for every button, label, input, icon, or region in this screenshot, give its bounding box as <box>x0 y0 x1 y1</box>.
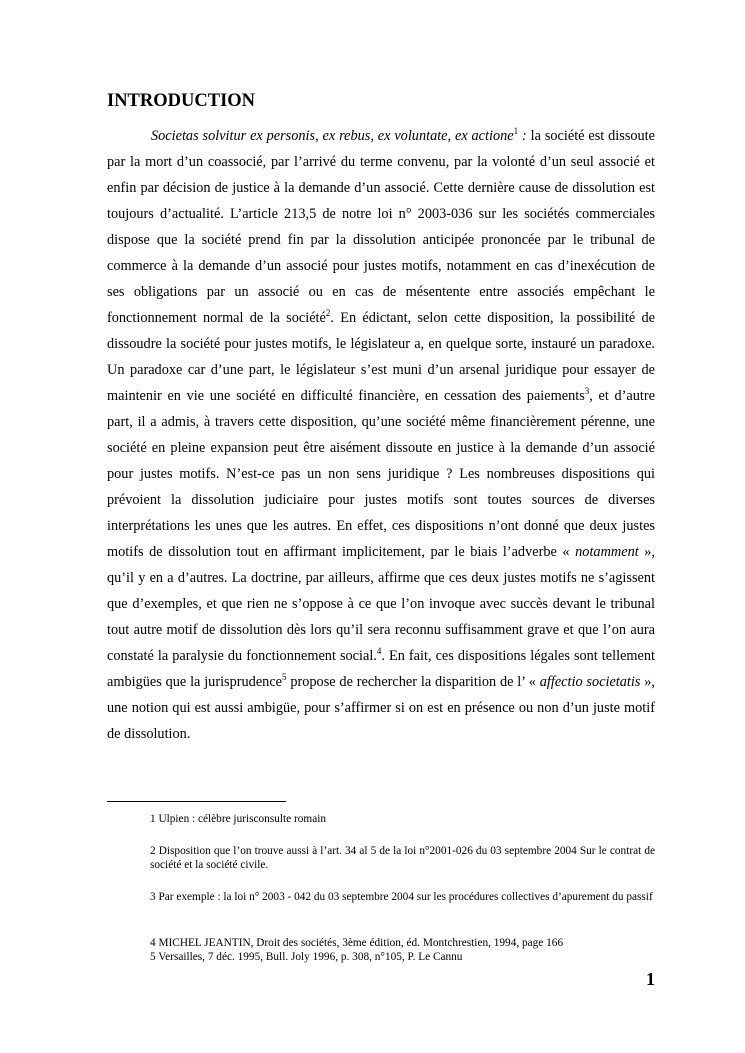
footnote-1: 1 Ulpien : célèbre jurisconsulte romain <box>150 813 326 825</box>
body-paragraph <box>107 123 655 747</box>
paragraph-text: . En édictant, selon cette disposition, la possibilité de dissoudre la société pour justes motifs, le législateur a, en quelque sorte, instauré un paradoxe. Un paradoxe car d’une part, le législateur s’est muni d’un arsenal juridique pour essayer de maintenir en vie une société en difficulté financière, en cessation des paiements <box>107 310 655 404</box>
footnote-3: 3 Par exemple : la loi n° 2003 - 042 du 03 septembre 2004 sur les procédures collectives d’apurement du passif <box>150 891 653 903</box>
footnote-5: 5 Versailles, 7 déc. 1995, Bull. Joly 1996, p. 308, n°105, P. Le Cannu <box>150 951 463 963</box>
footnote-ref: 5 <box>282 672 287 683</box>
page-number: 1 <box>646 969 655 989</box>
italic-text: notamment <box>575 544 639 560</box>
footnote-2: 2 Disposition que l’on trouve aussi à l’art. 34 al 5 de la loi n°2001-026 du 03 septembre 2004 Sur le contrat de société et la société civile. <box>150 845 655 871</box>
footnote-4: 4 MICHEL JEANTIN, Droit des sociétés, 3ème édition, éd. Montchrestien, 1994, page 166 <box>150 937 564 949</box>
paragraph-text: », qu’il y en a d’autres. La doctrine, par ailleurs, affirme que ces deux justes motifs ne s’agissent que d’exemples, et que rien ne s’oppose à ce que l’on invoque avec succès devant le tribunal tout autre motif de dissolution dès lors qu’il sera reconnu suffisamment grave et que l’on aura constaté la paralysie du fonctionnement social. <box>107 544 656 664</box>
footnote-ref: 1 <box>513 126 519 137</box>
paragraph-text: propose de rechercher la disparition de l’ « <box>286 674 540 690</box>
paragraph-text: , et d’autre part, il a admis, à travers cette disposition, qu’une société même financièrement pérenne, une société en pleine expansion peut être aisément dissoute en justice à la demande d’un associé pour justes motifs. N’est-ce pas un non sens juridique ? Les nombreuses dispositions qui prévoient la dissolution judiciaire pour justes motifs sont toutes sources de diverses interprétations les unes que les autres. En effet, ces dispositions n’ont donné que deux justes motifs de dissolution tout en affirmant implicitement, par le biais l’adverbe « <box>107 388 655 560</box>
footnote-ref: 2 <box>325 308 331 319</box>
paragraph-text: », une notion qui est aussi ambigüe, pour s’affirmer si on est en présence ou non d’un juste motif de dissolution. <box>107 674 655 742</box>
italic-text: Societas solvitur ex personis, ex rebus, ex voluntate, ex actione <box>151 128 514 144</box>
paragraph-text: la société est dissoute par la mort d’un coassocié, par l’arrivé du terme convenu, par la volonté d’un seul associé et enfin par décision de justice à la demande d’un associé. Cette dernière cause de dissolution est toujours d’actualité. L’article 213,5 de notre loi n° 2003-036 sur les sociétés commerciales dispose que la société prend fin par la dissolution anticipée prononcée par le tribunal de commerce à la demande d’un associé pour justes motifs, notamment en cas d’inexécution de ses obligations par un associé ou en cas de mésentente entre associés empêchant le fonctionnement normal de la société <box>107 128 655 326</box>
footnote-separator <box>107 801 286 802</box>
italic-text: affectio societatis <box>539 674 641 690</box>
footnote-ref: 3 <box>584 386 590 397</box>
paragraph-text: . En fait, ces dispositions légales sont tellement ambigües que la jurisprudence <box>107 648 656 690</box>
italic-text: : <box>518 128 527 144</box>
footnote-ref: 4 <box>376 646 382 657</box>
page-title: INTRODUCTION <box>107 91 256 111</box>
